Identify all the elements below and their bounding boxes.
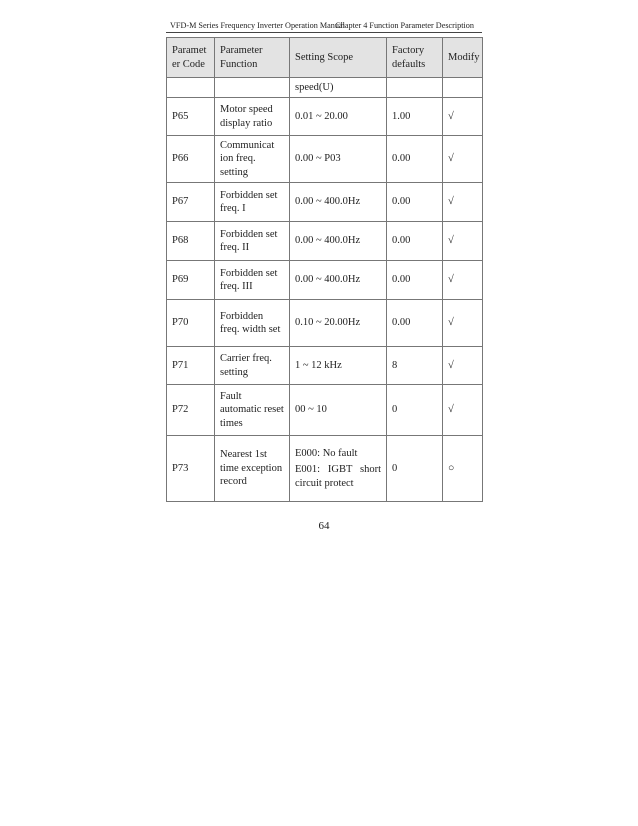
cell-function: Forbidden set freq. II (215, 222, 290, 261)
cell-modify: √ (443, 136, 483, 183)
page-number: 64 (318, 520, 330, 532)
cell-scope: 0.00 ~ P03 (290, 136, 387, 183)
cell-scope: 0.01 ~ 20.00 (290, 98, 387, 136)
cell-default: 0.00 (387, 261, 443, 300)
cell-function (215, 78, 290, 98)
cell-code: P72 (167, 385, 215, 436)
cell-modify: √ (443, 222, 483, 261)
cell-scope: 1 ~ 12 kHz (290, 347, 387, 385)
cell-default: 0.00 (387, 183, 443, 222)
table-row (167, 136, 483, 183)
cell-default: 0.00 (387, 222, 443, 261)
cell-scope: 00 ~ 10 (290, 385, 387, 436)
cell-code: P69 (167, 261, 215, 300)
table-row (167, 300, 483, 347)
cell-default (387, 78, 443, 98)
cell-function: Fault automatic reset times (215, 385, 290, 436)
cell-scope: speed(U) (290, 78, 387, 98)
cell-modify: ○ (443, 436, 483, 502)
cell-scope: 0.00 ~ 400.0Hz (290, 183, 387, 222)
cell-modify: √ (443, 261, 483, 300)
cell-modify: √ (443, 347, 483, 385)
table-row (167, 222, 483, 261)
cell-modify: √ (443, 385, 483, 436)
cell-default: 0.00 (387, 300, 443, 347)
cell-default: 0 (387, 385, 443, 436)
cell-default: 0 (387, 436, 443, 502)
cell-code: P73 (167, 436, 215, 502)
cell-code: P68 (167, 222, 215, 261)
table-header-row (167, 38, 483, 78)
cell-function: Communicat ion freq. setting (215, 136, 290, 183)
scope-line: E000: No fault (295, 447, 358, 459)
cell-scope: 0.00 ~ 400.0Hz (290, 261, 387, 300)
table-row (167, 98, 483, 136)
column-header-function: Parameter Function (215, 38, 290, 78)
table-row (167, 436, 483, 502)
column-header-defaults: Factory defaults (387, 38, 443, 78)
cell-modify: √ (443, 300, 483, 347)
table-row (167, 347, 483, 385)
cell-default: 8 (387, 347, 443, 385)
column-header-scope: Setting Scope (290, 38, 387, 78)
scope-line: E001: IGBT short circuit protect (295, 464, 381, 489)
table-row (167, 183, 483, 222)
cell-function: Forbidden set freq. I (215, 183, 290, 222)
cell-scope (290, 436, 387, 502)
cell-code: P66 (167, 136, 215, 183)
cell-default: 1.00 (387, 98, 443, 136)
table-row (167, 385, 483, 436)
cell-scope: 0.10 ~ 20.00Hz (290, 300, 387, 347)
cell-code: P67 (167, 183, 215, 222)
cell-function: Motor speed display ratio (215, 98, 290, 136)
cell-function: Forbidden freq. width set (215, 300, 290, 347)
manual-title: VFD-M Series Frequency Inverter Operation Manual (170, 21, 345, 30)
cell-code: P70 (167, 300, 215, 347)
column-header-modify: Modify (443, 38, 483, 78)
cell-modify (443, 78, 483, 98)
page-header (166, 0, 482, 33)
cell-function: Forbidden set freq. III (215, 261, 290, 300)
cell-code (167, 78, 215, 98)
cell-modify: √ (443, 98, 483, 136)
table-row-continuation (167, 78, 483, 98)
table-row (167, 261, 483, 300)
cell-scope: 0.00 ~ 400.0Hz (290, 222, 387, 261)
cell-default: 0.00 (387, 136, 443, 183)
cell-function: Carrier freq. setting (215, 347, 290, 385)
chapter-title: Chapter 4 Function Parameter Description (335, 21, 474, 30)
cell-code: P65 (167, 98, 215, 136)
parameter-table (166, 37, 483, 502)
cell-code: P71 (167, 347, 215, 385)
cell-function: Nearest 1st time exception record (215, 436, 290, 502)
column-header-code: Paramet er Code (167, 38, 215, 78)
cell-modify: √ (443, 183, 483, 222)
